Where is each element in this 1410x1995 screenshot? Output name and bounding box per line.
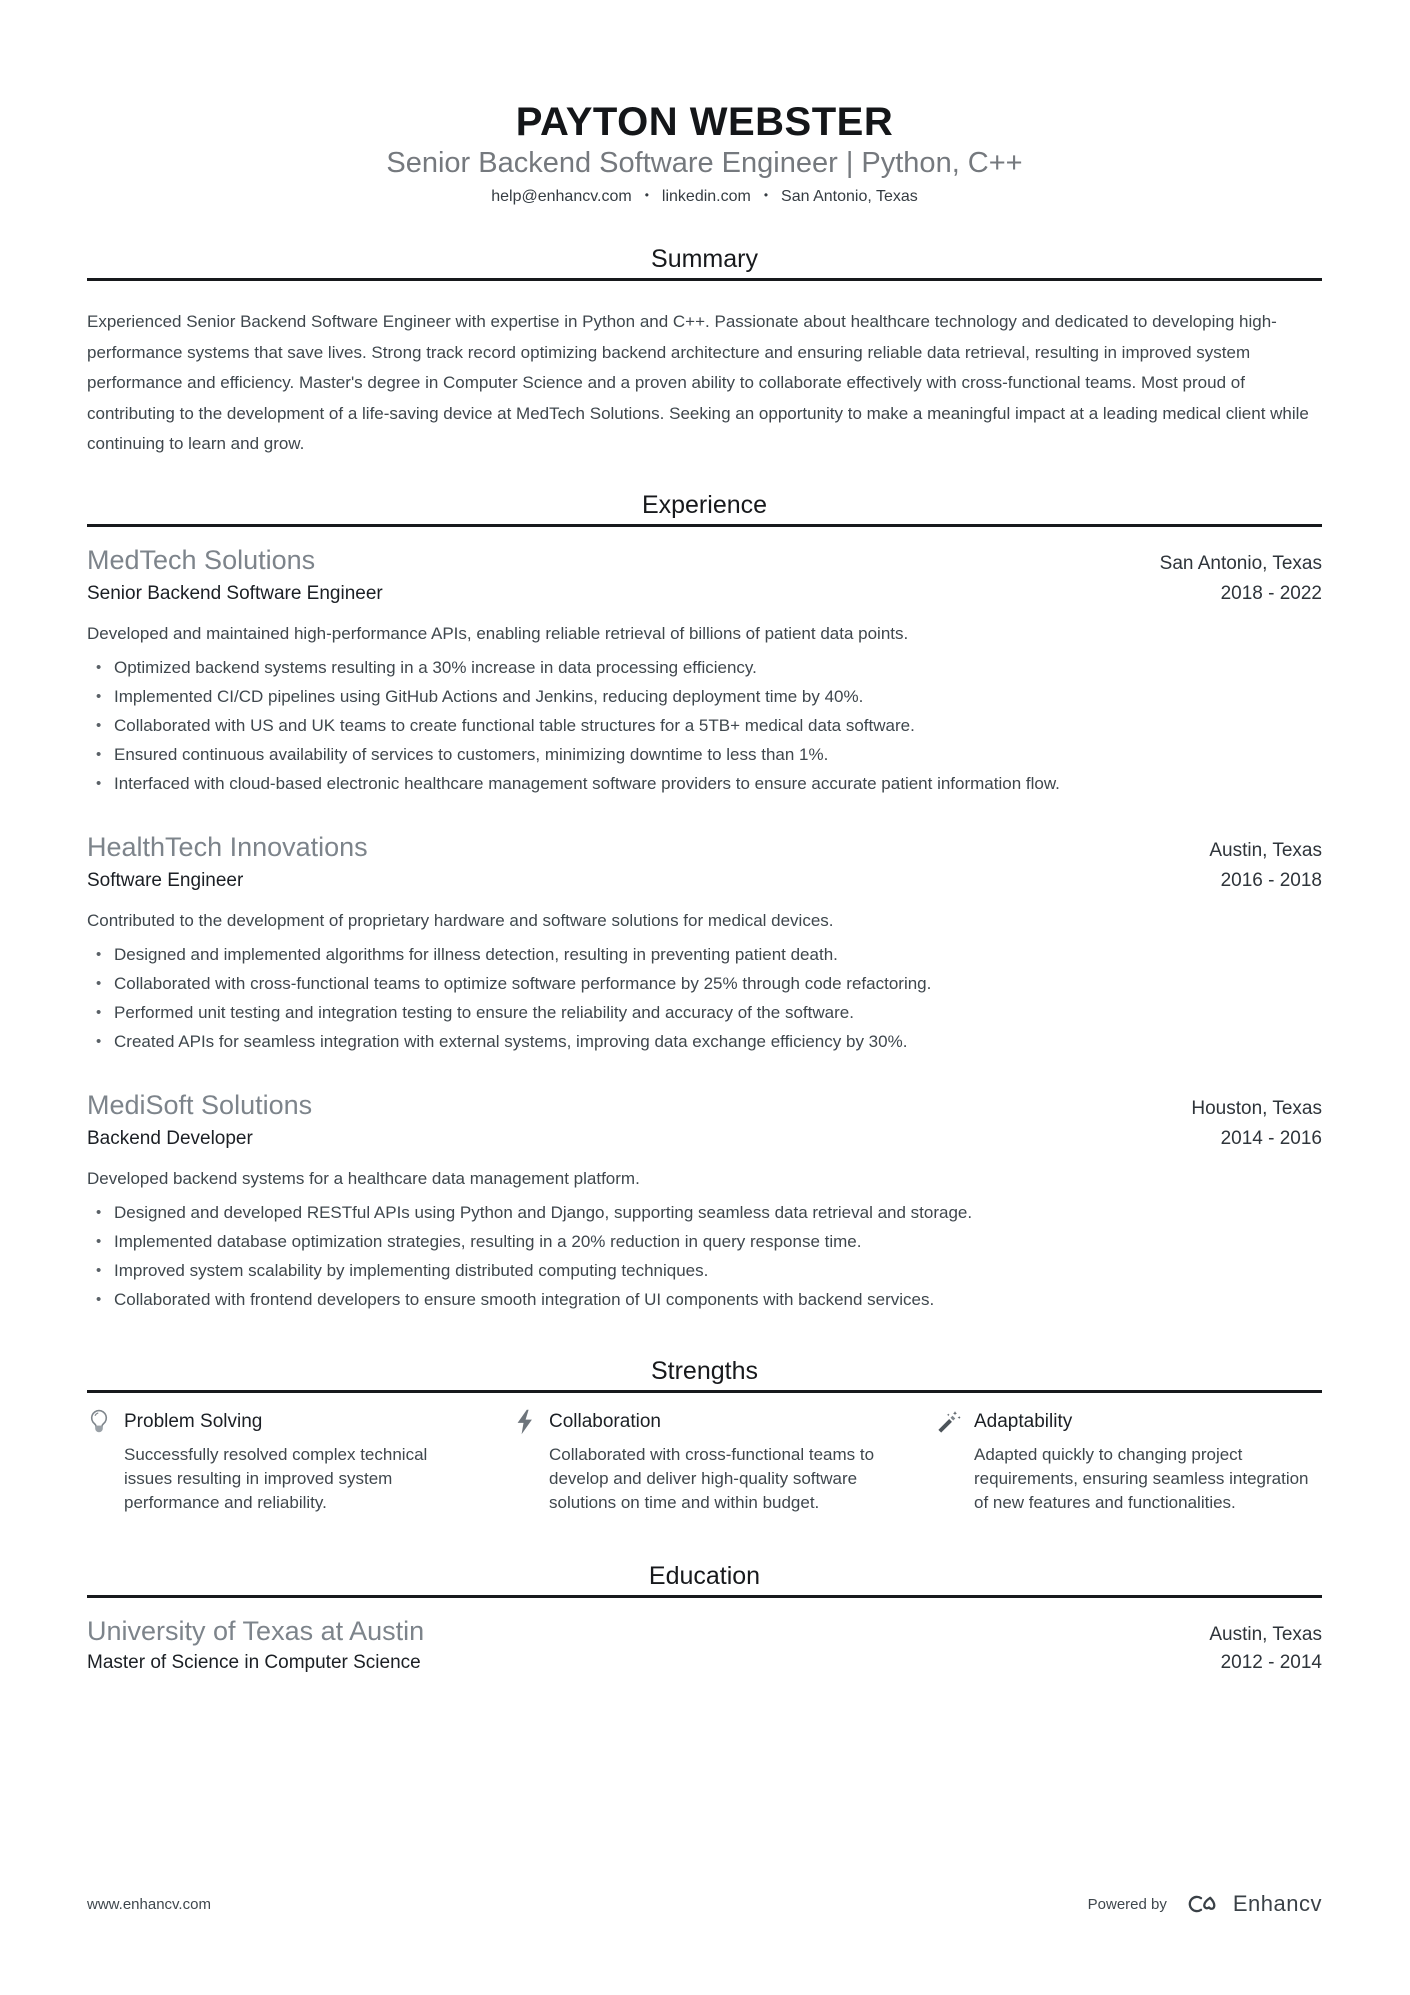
degree-name: Master of Science in Computer Science (87, 1651, 421, 1673)
job-summary: Contributed to the development of proprietary hardware and software solutions for medical devices. (87, 910, 834, 930)
candidate-name: PAYTON WEBSTER (515, 100, 894, 144)
powered-by-label: Powered by (1087, 1895, 1167, 1913)
page-footer (87, 1891, 1322, 1917)
job-location: Houston, Texas (1191, 1097, 1322, 1119)
job-bullet: • Ensured continuous availability of services to customers, minimizing downtime to less than 1%. (87, 742, 1322, 768)
contact-social: • linkedin.com (632, 188, 751, 205)
experience-entry-healthtech (87, 830, 1322, 1058)
company-name: MedTech Solutions (87, 544, 316, 575)
contact-line (87, 186, 1322, 208)
strengths-section-heading: Strengths (87, 1356, 1322, 1393)
job-bullet: • Optimized backend systems resulting in a 30% increase in data processing efficiency. (87, 655, 1322, 681)
candidate-title: Senior Backend Software Engineer | Python, C++ (386, 147, 1023, 179)
job-title: Software Engineer (87, 869, 244, 891)
job-bullet: • Implemented CI/CD pipelines using GitHub Actions and Jenkins, reducing deployment time by 40%. (87, 684, 1322, 710)
contact-email: help@enhancv.com (491, 188, 632, 205)
magic-wand-icon (937, 1409, 961, 1435)
strength-adaptability (937, 1409, 1322, 1515)
school-name: University of Texas at Austin (87, 1615, 425, 1646)
job-bullet: • Implemented database optimization strategies, resulting in a 20% reduction in query response time. (87, 1229, 1322, 1255)
summary-section-heading: Summary (87, 244, 1322, 281)
education-section-heading: Education (87, 1561, 1322, 1598)
summary-text: Experienced Senior Backend Software Engineer with expertise in Python and C++. Passionate about healthcare technology and dedicated to developing high-performance systems that save lives. Strong track record optimizing backend architecture and ensuring reliable data retrieval, resulting in improved system performance and efficiency. Master's degree in Computer Science and a proven ability to collaborate effectively with cross-functional teams. Most proud of contributing to the development of a life-saving device at MedTech Solutions. Seeking an opportunity to make a meaningful impact at a leading medical client while continuing to learn and grow. (87, 312, 1309, 453)
job-title: Backend Developer (87, 1127, 253, 1149)
enhancv-logo (1183, 1891, 1322, 1917)
job-location: San Antonio, Texas (1159, 552, 1322, 574)
job-location: Austin, Texas (1209, 839, 1322, 861)
job-title: Senior Backend Software Engineer (87, 582, 383, 604)
strength-text: Collaborated with cross-functional teams to develop and deliver high-quality software solutions on time and within budget. (549, 1444, 875, 1512)
strength-title: Adaptability (974, 1410, 1073, 1432)
footer-website: www.enhancv.com (87, 1895, 211, 1913)
strength-title: Collaboration (549, 1410, 661, 1432)
experience-section-heading: Experience (87, 490, 1322, 527)
contact-location: • San Antonio, Texas (751, 188, 918, 205)
strengths-grid (87, 1409, 1322, 1515)
education-entry (87, 1614, 1322, 1676)
lightbulb-icon (87, 1409, 111, 1435)
job-bullet: • Performed unit testing and integration testing to ensure the reliability and accuracy of the software. (87, 1000, 1322, 1026)
job-bullet: • Designed and developed RESTful APIs using Python and Django, supporting seamless data retrieval and storage. (87, 1200, 1322, 1226)
job-bullet: • Collaborated with US and UK teams to create functional table structures for a 5TB+ medical data software. (87, 713, 1322, 739)
enhancv-brand-text: Enhancv (1232, 1891, 1322, 1916)
company-name: HealthTech Innovations (87, 831, 368, 862)
job-bullet-list (87, 942, 1322, 1055)
job-dates: 2016 - 2018 (1220, 869, 1322, 891)
lightning-icon (512, 1409, 536, 1435)
job-bullet: • Improved system scalability by implementing distributed computing techniques. (87, 1258, 1322, 1284)
experience-entry-medisoft (87, 1088, 1322, 1316)
school-location: Austin, Texas (1209, 1623, 1322, 1645)
job-bullet-list (87, 655, 1322, 797)
company-name: MediSoft Solutions (87, 1089, 313, 1120)
job-bullet: • Collaborated with frontend developers to ensure smooth integration of UI components with backend services. (87, 1287, 1322, 1313)
job-dates: 2014 - 2016 (1220, 1127, 1322, 1149)
job-bullet-list (87, 1200, 1322, 1313)
resume-header (87, 100, 1322, 208)
job-bullet: • Collaborated with cross-functional teams to optimize software performance by 25% through code refactoring. (87, 971, 1322, 997)
job-bullet: • Designed and implemented algorithms for illness detection, resulting in preventing patient death. (87, 942, 1322, 968)
job-dates: 2018 - 2022 (1220, 582, 1322, 604)
education-dates: 2012 - 2014 (1220, 1651, 1322, 1673)
strength-text: Adapted quickly to changing project requirements, ensuring seamless integration of new features and functionalities. (974, 1444, 1309, 1512)
job-summary: Developed backend systems for a healthcare data management platform. (87, 1168, 640, 1188)
strength-collaboration (512, 1409, 897, 1515)
strength-title: Problem Solving (124, 1410, 263, 1432)
job-bullet: • Created APIs for seamless integration with external systems, improving data exchange efficiency by 30%. (87, 1029, 1322, 1055)
strength-text: Successfully resolved complex technical issues resulting in improved system performance and reliability. (124, 1444, 428, 1512)
experience-entry-medtech (87, 543, 1322, 800)
job-summary: Developed and maintained high-performance APIs, enabling reliable retrieval of billions of patient data points. (87, 623, 909, 643)
job-bullet: • Interfaced with cloud-based electronic healthcare management software providers to ensure accurate patient information flow. (87, 771, 1322, 797)
strength-problem-solving (87, 1409, 472, 1515)
